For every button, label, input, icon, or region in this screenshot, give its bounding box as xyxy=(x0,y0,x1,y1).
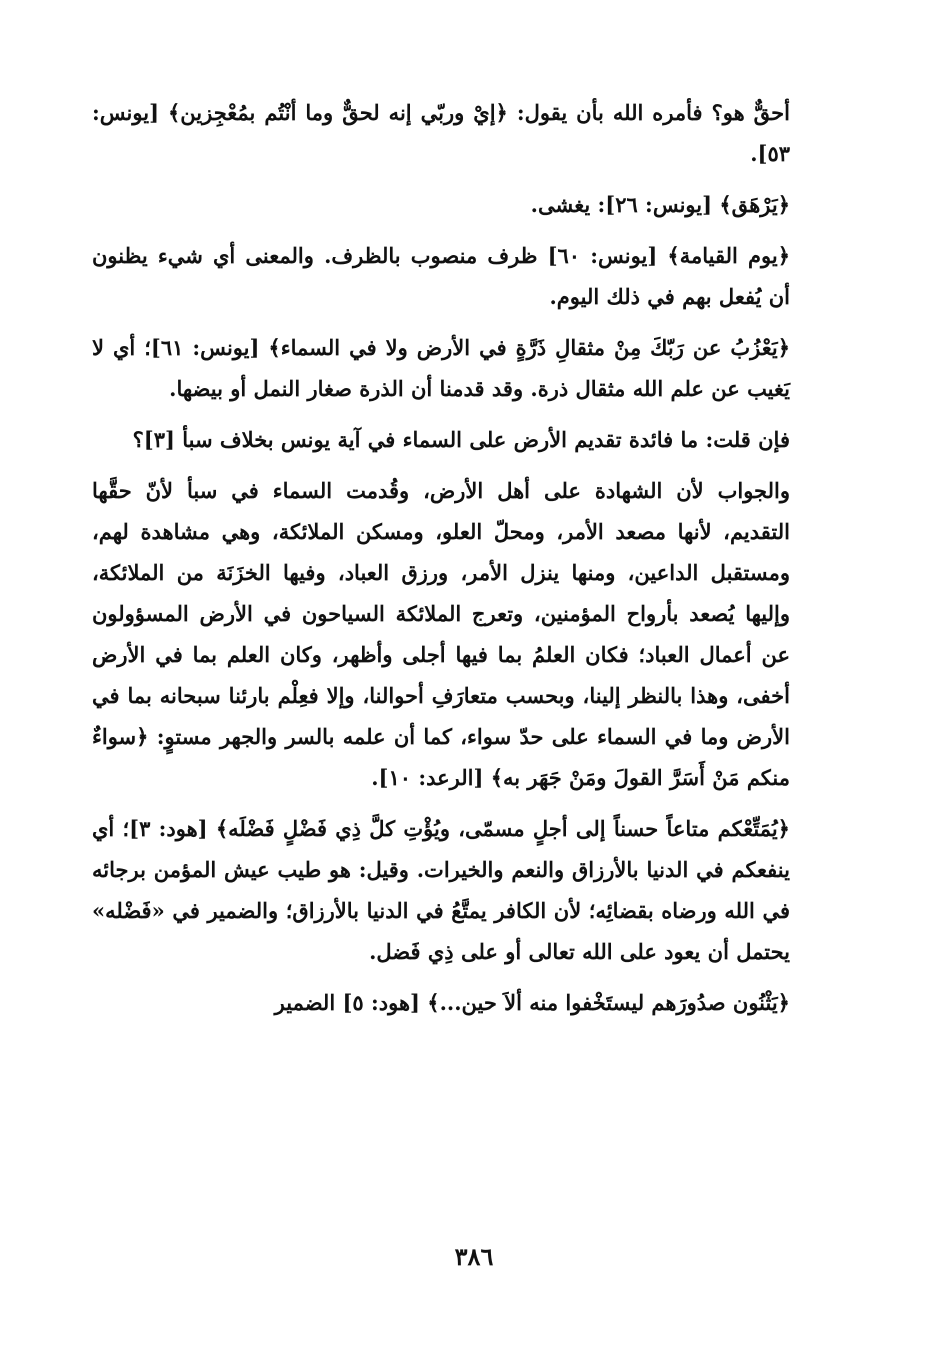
paragraph-3: ﴿يوم القيامة﴾ [يونس: ٦٠] ظرف منصوب بالظرف. والمعنى أي شيء يظنون أن يُفعل بهم في ذلك اليوم. xyxy=(92,243,790,309)
paragraph-6: والجواب لأن الشهادة على أهل الأرض، وقُدمت السماء في سبأ لأنّ حقَّها التقديم، لأنها مصعد الأمر، ومحلّ العلو، ومسكن الملائكة، وهي مشاهدة لهم، ومستقبل الداعين، ومنها ينزل الأمر، ورزق العباد، وفيها الخزَنَة من الملائكة، وإليها يُصعد بأرواح المؤمنين، وتعرج الملائكة السياحون في الأرض المسؤولون عن أعمال العباد؛ فكان العلمُ بما فيها أجلى وأظهر، وكان العلم بما في الأرض أخفى، وهذا بالنظر إلينا، وبحسب متعارَفِ أحوالنا، وإلا فعِلْم بارئنا سبحانه بما في الأرض وما في السماء على حدّ سواء، كما أن علمه بالسر والجهر مستوٍ: ﴿سواءٌ منكم مَنْ أَسَرَّ القولَ ومَنْ جَهَر به﴾ [الرعد: ١٠]. xyxy=(92,478,790,790)
main-text xyxy=(92,92,790,1033)
paragraph-5: فإن قلت: ما فائدة تقديم الأرض على السماء في آية يونس بخلاف سبأ [٣]؟ xyxy=(132,427,790,452)
paragraph-7: ﴿يُمَتِّعْكم متاعاً حسناً إلى أجلٍ مسمّى، ويُؤْتِ كلَّ ذِي فَضْلٍ فَضْلَه﴾ [هود: ٣]؛ أي ينفعكم في الدنيا بالأرزاق والنعم والخيرات. وقيل: هو طيب عيش المؤمن برجائه في الله ورضاه بقضائِه؛ لأن الكافر يمتَّعُ في الدنيا بالأرزاق؛ والضمير في «فَضْله» يحتمل أن يعود على الله تعالى أو على ذِي فَضل. xyxy=(92,816,790,964)
paragraph-4: ﴿يَعْزُبُ عن رَبّكَ مِنْ مثقالِ ذَرَّةٍ في الأرض ولا في السماء﴾ [يونس: ٦١]؛ أي لا يَغيب عن علم الله مثقال ذرة. وقد قدمنا أن الذرة صغار النمل أو بيضها. xyxy=(92,335,791,401)
paragraph-1: أحقٌّ هو؟ فأمره الله بأن يقول: ﴿إيْ وربّي إنه لحقٌّ وما أنْتُم بمُعْجِزين﴾ [يونس: ٥٣]. xyxy=(92,100,790,166)
paragraph-8: ﴿يَثْنُون صدُورَهم ليستَخْفوا منه ألاَ حين...﴾ [هود: ٥] الضمير xyxy=(274,990,790,1015)
page-number: ٣٨٦ xyxy=(454,1242,494,1271)
paragraph-2: ﴿يَرْهَق﴾ [يونس: ٢٦]: يغشى. xyxy=(530,192,790,217)
